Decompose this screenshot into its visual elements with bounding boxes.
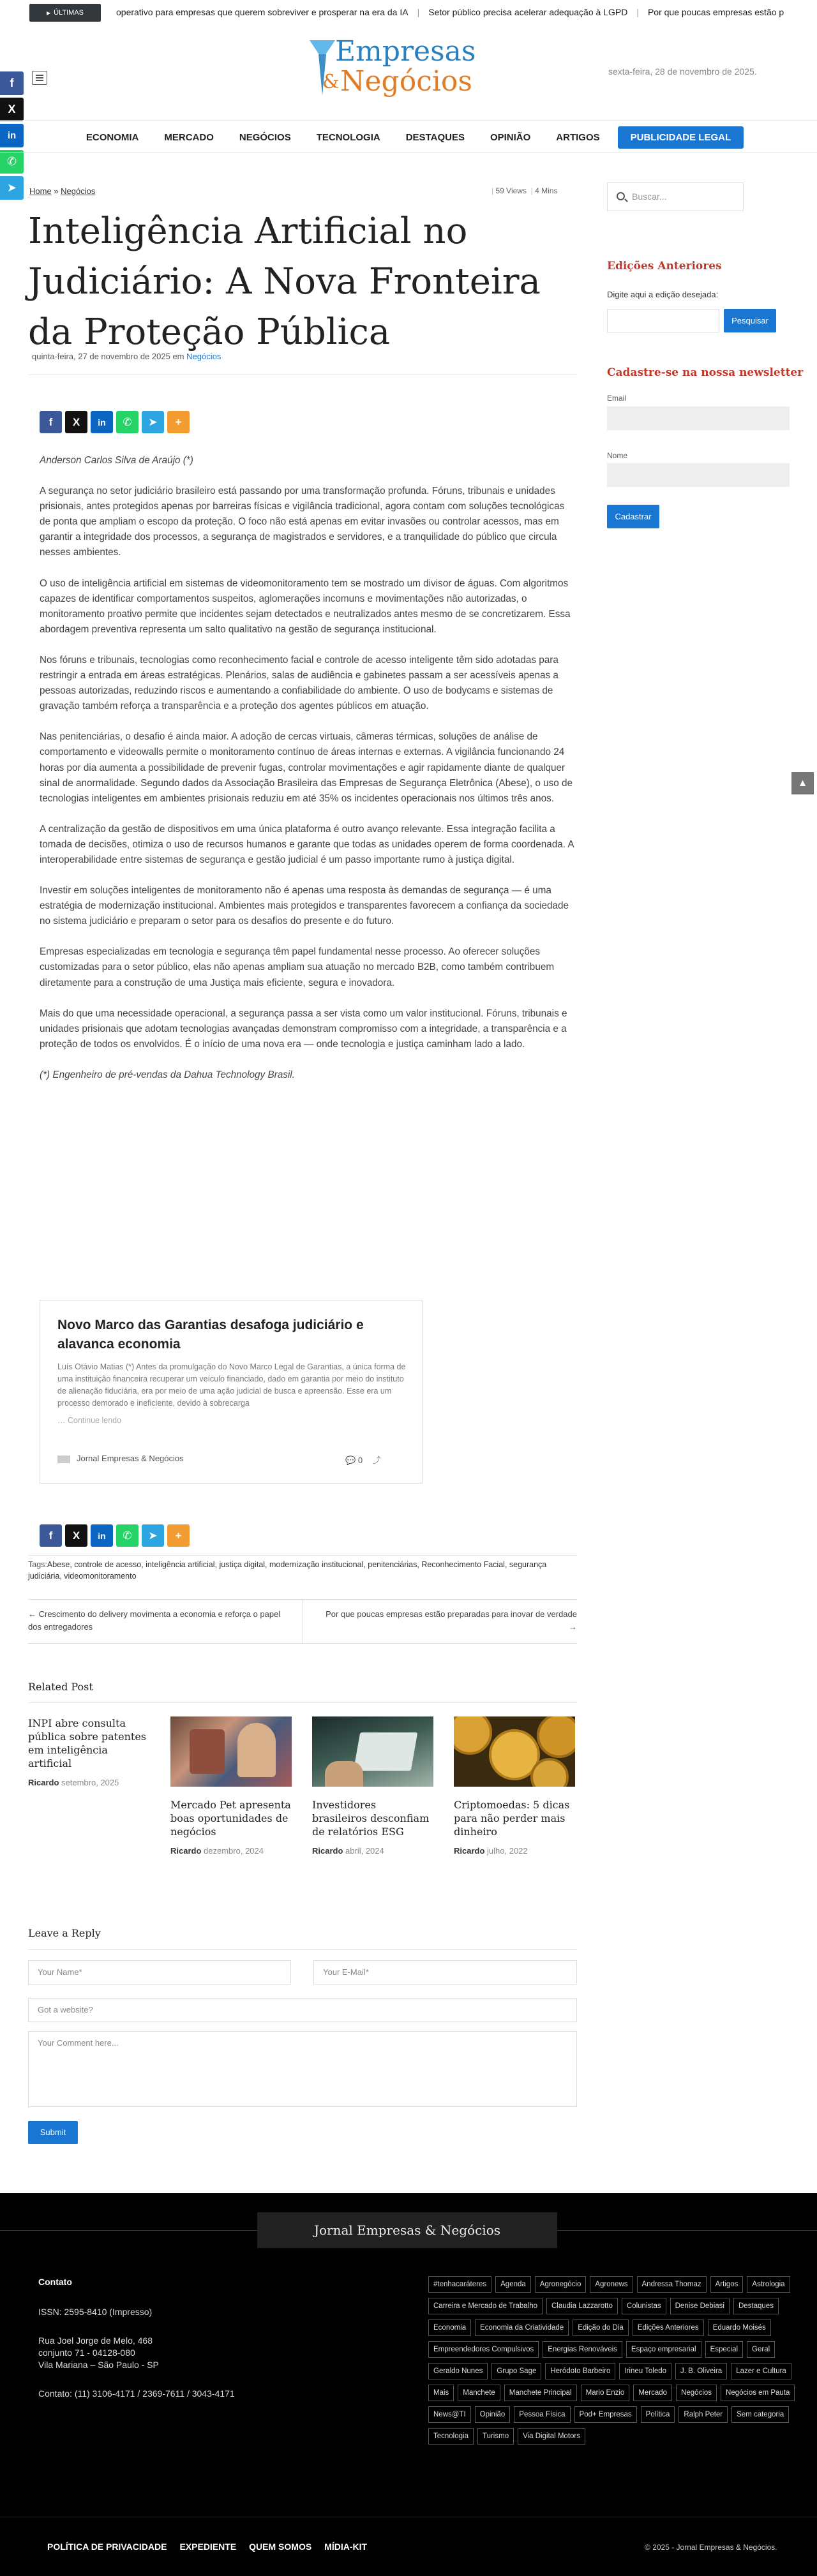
comment-icon[interactable]: 💬 xyxy=(345,1456,356,1465)
address-line: Vila Mariana – São Paulo - SP xyxy=(38,2360,159,2370)
breadcrumb-section[interactable]: Negócios xyxy=(61,186,96,196)
footer-tag[interactable]: Andressa Thomaz xyxy=(637,2276,707,2293)
scroll-to-top-icon[interactable]: ▲ xyxy=(791,772,814,794)
footer-tag[interactable]: Turismo xyxy=(477,2428,514,2445)
article-author: Anderson Carlos Silva de Araújo (*) xyxy=(40,455,193,466)
related-post[interactable] xyxy=(312,1716,433,1856)
related-post-title[interactable]: Investidores brasileiros desconfiam de relatórios ESG xyxy=(312,1799,430,1838)
article-category-link[interactable]: Negócios xyxy=(186,352,221,361)
footer-tag[interactable]: J. B. Oliveira xyxy=(675,2363,727,2379)
footer-tag[interactable]: Astrologia xyxy=(747,2276,790,2293)
related-post-author[interactable]: Ricardo xyxy=(454,1846,485,1856)
previous-post-link[interactable]: ← Crescimento do delivery movimenta a economia e reforça o papel dos entregadores xyxy=(28,1609,281,1632)
whatsapp-icon[interactable]: ✆ xyxy=(0,150,24,174)
footer-tag[interactable]: Colunistas xyxy=(622,2298,666,2314)
article-paragraph: Investir em soluções inteligentes de monitoramento não é apenas uma resposta às demandas de segurança — é uma estratégia de modernização institucional. Ambientes mais protegidos e transparentes favorecem a confiança da sociedade no sistema judiciário e preparam o setor para os desafios do presente e do futuro. xyxy=(40,885,569,927)
footer-tag[interactable]: Sem categoria xyxy=(731,2406,789,2423)
comment-textarea[interactable]: Your Comment here... xyxy=(28,2031,577,2107)
footer-tag[interactable]: Lazer e Cultura xyxy=(731,2363,791,2379)
article-paragraph: A segurança no setor judiciário brasileiro está passando por uma transformação profunda. Fóruns, tribunais e unidades prisionais, antes protegidos apenas por barreiras físicas e vigilância tradicional, agora contam com soluções tecnológicas de ponta que ampliam o escopo da proteção. O foco não está apenas em evitar invasões ou controlar acessos, mas em garantir a integridade dos processos, a segurança de magistrados e servidores, e a tranquilidade do público que circula nesses ambientes. xyxy=(40,486,565,558)
article-paragraph: O uso de inteligência artificial em sistemas de videomonitoramento tem se mostrado um divisor de águas. Com algoritmos capazes de identificar comportamentos suspeitos, aglomerações incomuns e movimentações não autorizadas, o monitoramento proativo permite que incidentes sejam detectados e neutralizados antes mesmo de se concretizarem. Essa abordagem preventiva representa um salto qualitativo na gestão de segurança institucional. xyxy=(40,577,571,635)
related-post-author[interactable]: Ricardo xyxy=(28,1778,59,1787)
footer-tag[interactable]: Grupo Sage xyxy=(491,2363,541,2379)
related-post-meta xyxy=(454,1846,575,1856)
footer-tag[interactable]: Agronegócio xyxy=(535,2276,587,2293)
divider xyxy=(28,1949,577,1950)
logo-line1: Empresas xyxy=(335,35,476,68)
embed-site xyxy=(57,1454,184,1463)
ticker-item[interactable]: Por que poucas empresas estão p xyxy=(647,7,784,17)
nav-item-destaques[interactable]: DESTAQUES xyxy=(405,131,465,143)
footer-tag[interactable]: Via Digital Motors xyxy=(518,2428,585,2445)
ticker-separator: | xyxy=(636,7,639,17)
newsletter-name-input[interactable] xyxy=(607,463,790,487)
ticker-badge-label: ÚLTIMAS xyxy=(54,9,84,17)
phone: Contato: (11) 3106-4171 / 2369-7611 / 3043-4171 xyxy=(38,2388,235,2399)
footer-tag[interactable]: Economia xyxy=(428,2319,471,2336)
more-icon[interactable]: + xyxy=(167,1524,190,1547)
footer-tag[interactable]: Pessoa Física xyxy=(514,2406,570,2423)
footer-tag[interactable]: Negócios xyxy=(676,2385,717,2401)
footer-tag[interactable]: Política xyxy=(641,2406,675,2423)
telegram-icon[interactable]: ➤ xyxy=(142,411,164,433)
footer-tag[interactable]: Agronews xyxy=(590,2276,633,2293)
article-tags xyxy=(28,1559,577,1582)
more-icon[interactable]: + xyxy=(167,411,190,433)
read-time: 4 Mins xyxy=(535,186,558,195)
footer-tag[interactable]: Manchete Principal xyxy=(504,2385,577,2401)
hamburger-menu-icon[interactable] xyxy=(32,71,47,85)
article-paragraph: A centralização da gestão de dispositivos em uma única plataforma é outro avanço relevante. Essa integração facilita a tomada de decisões, otimiza o uso de recursos humanos e garante que todas as unidades operem de forma coordenada. A interoperabilidade entre sistemas de segurança e gestão judicial é um passo importante rumo à justiça digital. xyxy=(40,823,574,865)
footer-tag[interactable]: Opinião xyxy=(475,2406,511,2423)
article-body xyxy=(40,453,574,1098)
footer-tag[interactable]: Mais xyxy=(428,2385,454,2401)
next-post-link[interactable]: Por que poucas empresas estão preparadas para inovar de verdade → xyxy=(326,1609,577,1632)
nav-item-tecnologia[interactable]: TECNOLOGIA xyxy=(316,131,380,143)
related-post-image[interactable] xyxy=(170,1716,292,1787)
newsletter-email-label: Email xyxy=(607,394,627,403)
site-favicon-icon xyxy=(57,1456,70,1463)
breadcrumb-home[interactable]: Home xyxy=(29,186,52,196)
name-field[interactable]: Your Name* xyxy=(28,1960,291,1984)
footer-tag[interactable]: Negócios em Pauta xyxy=(721,2385,795,2401)
footer-tag[interactable]: Artigos xyxy=(710,2276,744,2293)
footer-tag[interactable]: Eduardo Moisés xyxy=(708,2319,771,2336)
footer-title: Jornal Empresas & Negócios xyxy=(257,2212,557,2248)
editions-title: Edições Anteriores xyxy=(607,260,722,272)
related-post-image[interactable] xyxy=(312,1716,433,1787)
footer-tag[interactable]: #tenhacaráteres xyxy=(428,2276,491,2293)
article-byline xyxy=(32,352,221,361)
linkedin-icon[interactable]: in xyxy=(91,411,113,433)
footer-tag[interactable]: Mercado xyxy=(633,2385,672,2401)
footer-tag[interactable]: Geral xyxy=(747,2341,775,2358)
related-posts-title: Related Post xyxy=(28,1681,93,1693)
article-paragraph: Nos fóruns e tribunais, tecnologias como reconhecimento facial e controle de acesso inteligente têm sido adotadas para restringir a entrada em áreas estratégicas. Plenários, salas de audiência e gabinetes passam a ser acessíveis apenas a pessoas autorizadas, reduzindo riscos e aumentando a confiabilidade do ambiente. O uso de bodycams e sistemas de gravação também reforça a transparência e a proteção dos agentes públicos em atuação. xyxy=(40,654,558,712)
footer-tag[interactable]: Claudia Lazzarotto xyxy=(546,2298,618,2314)
embed-continue-link[interactable]: … Continue lendo xyxy=(57,1416,122,1425)
nav-item-negocios[interactable]: NEGÓCIOS xyxy=(239,131,291,143)
footer-tag[interactable]: Denise Debiasi xyxy=(670,2298,730,2314)
header-date: sexta-feira, 28 de novembro de 2025. xyxy=(608,66,757,77)
article-date: quinta-feira, 27 de novembro de 2025 xyxy=(32,352,170,361)
related-post-meta xyxy=(170,1846,292,1856)
ticker-item[interactable]: operativo para empresas que querem sobreviver e prosperar na era da IA xyxy=(116,7,408,17)
footer-tag[interactable]: Manchete xyxy=(458,2385,500,2401)
share-row-bottom xyxy=(40,1524,190,1547)
footer-link-quem-somos[interactable]: QUEM SOMOS xyxy=(249,2542,312,2552)
related-post-date: dezembro, 2024 xyxy=(204,1846,264,1856)
related-post-author[interactable]: Ricardo xyxy=(170,1846,202,1856)
telegram-icon[interactable]: ➤ xyxy=(142,1524,164,1547)
footer-tag[interactable]: Economia da Criatividade xyxy=(475,2319,569,2336)
facebook-icon[interactable]: f xyxy=(0,71,24,95)
footer-links xyxy=(47,2542,367,2552)
embed-title[interactable]: Novo Marco das Garantias desafoga judiciário e alavanca economia xyxy=(57,1318,364,1351)
linkedin-icon[interactable]: in xyxy=(0,124,24,147)
linkedin-icon[interactable]: in xyxy=(91,1524,113,1547)
nav-item-publicidade-legal[interactable]: PUBLICIDADE LEGAL xyxy=(618,126,744,149)
footer-link-privacy[interactable]: POLÍTICA DE PRIVACIDADE xyxy=(47,2542,167,2552)
email-field[interactable]: Your E-Mail* xyxy=(313,1960,577,1984)
related-post-title[interactable]: Criptomoedas: 5 dicas para não perder mais dinheiro xyxy=(454,1799,570,1838)
footer-tag[interactable]: Especial xyxy=(705,2341,743,2358)
x-icon[interactable]: X xyxy=(65,1524,87,1547)
footer-tag[interactable]: Destaques xyxy=(733,2298,779,2314)
whatsapp-icon[interactable]: ✆ xyxy=(116,411,139,433)
whatsapp-icon[interactable]: ✆ xyxy=(116,1524,139,1547)
newsletter-title: Cadastre-se na nossa newsletter xyxy=(607,366,804,379)
issn: ISSN: 2595-8410 (Impresso) xyxy=(38,2307,153,2317)
footer-tag[interactable]: Irineu Toledo xyxy=(619,2363,671,2379)
article-title: Inteligência Artificial no Judiciário: A Nova Fronteira da Proteção Pública xyxy=(28,211,541,353)
footer-tag[interactable]: Carreira e Mercado de Trabalho xyxy=(428,2298,543,2314)
in-label: em xyxy=(172,352,184,361)
logo-line2: Negócios xyxy=(340,65,472,98)
nav-item-economia[interactable]: ECONOMIA xyxy=(86,131,139,143)
breadcrumb xyxy=(29,186,95,196)
footer-tag[interactable]: Mario Enzio xyxy=(581,2385,630,2401)
facebook-icon[interactable]: f xyxy=(40,411,62,433)
related-post-date: abril, 2024 xyxy=(345,1846,384,1856)
footer-link-expediente[interactable]: EXPEDIENTE xyxy=(179,2542,237,2552)
footer-tag[interactable]: Empreendedores Compulsivos xyxy=(428,2341,539,2358)
related-post-title[interactable]: Mercado Pet apresenta boas oportunidades de negócios xyxy=(170,1799,291,1838)
share-icon[interactable]: ⤴ xyxy=(372,1456,381,1465)
footer-tag[interactable]: Edições Anteriores xyxy=(633,2319,704,2336)
editions-label: Digite aqui a edição desejada: xyxy=(607,290,719,299)
article-stats: | 59 Views | 4 Mins xyxy=(491,186,558,195)
related-post-date: julho, 2022 xyxy=(487,1846,528,1856)
footer-tag[interactable]: Edição do Dia xyxy=(573,2319,629,2336)
related-post-meta xyxy=(312,1846,433,1856)
post-navigation xyxy=(28,1599,577,1644)
nav-item-artigos[interactable]: ARTIGOS xyxy=(556,131,600,143)
play-icon: ▶ xyxy=(46,10,51,16)
related-post[interactable] xyxy=(28,1716,149,1787)
newsletter-email-input[interactable] xyxy=(607,406,790,430)
article-footnote: (*) Engenheiro de pré-vendas da Dahua Technology Brasil. xyxy=(40,1069,295,1080)
related-post[interactable] xyxy=(454,1716,575,1856)
nav-item-mercado[interactable]: MERCADO xyxy=(164,131,214,143)
editions-search-button[interactable]: Pesquisar xyxy=(724,309,776,332)
ticker-separator: | xyxy=(417,7,420,17)
search-placeholder: Buscar... xyxy=(632,191,667,202)
embed-comment-count: 0 xyxy=(357,1456,363,1465)
logo-ampersand: & xyxy=(322,71,340,93)
related-post[interactable] xyxy=(170,1716,292,1856)
footer-tag[interactable]: Agenda xyxy=(495,2276,531,2293)
tag-links[interactable]: Abese, controle de acesso, inteligência artificial, justiça digital, modernização institucional, penitenciárias, Reconhecimento Facial, segurança judiciária, videomonitoramento xyxy=(28,1560,547,1581)
footer-tag[interactable]: Geraldo Nunes xyxy=(428,2363,488,2379)
views-count: 59 Views xyxy=(495,186,527,195)
article-paragraph: Nas penitenciárias, o desafio é ainda maior. A adoção de cercas virtuais, câmeras térmicas, soluções de análise de comportamento e videowalls permite o monitoramento contínuo de áreas internas e externas. A vigilância funcionando 24 horas por dia aumenta a possibilidade de prevenir fugas, controlar movimentações e agir rapidamente diante de qualquer sinal de anormalidade. Segundo dados da Associação Brasileira das Empresas de Segurança Eletrônica (Abese), o uso de tecnologias inteligentes em ambientes prisionais reduziu em até 35% os incidentes operacionais nos últimos três anos. xyxy=(40,731,573,804)
article-paragraph: Mais do que uma necessidade operacional, a segurança passa a ser vista como um valor institucional. Fóruns, tribunais e unidades prisionais que adotam tecnologias avançadas demonstram compromisso com a integridade, a transparência e a proteção de todos os envolvidos. É o início de uma nova era — onde tecnologia e justiça caminham lado a lado. xyxy=(40,1008,567,1050)
embed-excerpt: Luís Otávio Matias (*) Antes da promulgação do Novo Marco Legal de Garantias, a única forma de uma instituição financeira recuperar um veículo financiado, dado em garantia por meio do instituto de alienação fiduciária, era por meio de uma ação judicial de busca e apreensão. Esse era um processo demorado e ineficiente, devido à sobrecarga xyxy=(57,1362,406,1408)
newsletter-name-label: Nome xyxy=(607,451,628,460)
address-line: Rua Joel Jorge de Melo, 468 xyxy=(38,2335,153,2346)
divider xyxy=(28,1702,577,1703)
related-post-image[interactable] xyxy=(454,1716,575,1787)
footer-tag[interactable]: Ralph Peter xyxy=(678,2406,728,2423)
related-post-date: setembro, 2025 xyxy=(61,1778,119,1787)
reply-title: Leave a Reply xyxy=(28,1927,101,1939)
nav-item-opiniao[interactable]: OPINIÃO xyxy=(490,131,531,143)
footer-contact xyxy=(38,2276,235,2416)
footer-tag[interactable]: Tecnologia xyxy=(428,2428,474,2445)
newsletter-submit-button[interactable]: Cadastrar xyxy=(607,505,659,528)
search-icon xyxy=(617,192,625,200)
related-post-meta xyxy=(28,1778,149,1787)
x-icon[interactable]: X xyxy=(65,411,87,433)
footer-tag[interactable]: Pod+ Empresas xyxy=(574,2406,637,2423)
submit-button[interactable]: Submit xyxy=(28,2121,78,2144)
address xyxy=(38,2335,235,2371)
footer-tag-cloud xyxy=(428,2276,811,2445)
ticker-badge xyxy=(29,4,101,22)
ticker-item[interactable]: Setor público precisa acelerar adequação à LGPD xyxy=(428,7,628,17)
embed-actions xyxy=(345,1454,381,1466)
site-logo[interactable] xyxy=(310,35,501,105)
copyright: © 2025 - Jornal Empresas & Negócios. xyxy=(645,2543,777,2552)
embedded-post-card[interactable] xyxy=(40,1300,423,1484)
news-ticker xyxy=(29,0,817,26)
main-navigation xyxy=(0,120,817,153)
embed-site-name: Jornal Empresas & Negócios xyxy=(77,1454,184,1463)
share-row-top xyxy=(40,411,190,433)
telegram-icon[interactable]: ➤ xyxy=(0,176,24,200)
tags-label: Tags: xyxy=(28,1560,47,1569)
edition-input[interactable] xyxy=(607,309,719,332)
divider xyxy=(28,1555,577,1556)
footer-tag[interactable]: News@TI xyxy=(428,2406,471,2423)
footer-link-midia-kit[interactable]: MÍDIA-KIT xyxy=(324,2542,368,2552)
website-field[interactable]: Got a website? xyxy=(28,1998,577,2022)
article-paragraph: Empresas especializadas em tecnologia e segurança têm papel fundamental nesse processo. Ao oferecer soluções customizadas para o setor público, elas não apenas ampliam sua atuação no mercado B2B, como também contribuem diretamente para a construção de uma Justiça mais eficiente, segura e inovadora. xyxy=(40,946,555,988)
footer-tag[interactable]: Energias Renováveis xyxy=(543,2341,622,2358)
footer-tag[interactable]: Espaço empresarial xyxy=(626,2341,701,2358)
breadcrumb-separator: » xyxy=(54,186,59,196)
related-post-author[interactable]: Ricardo xyxy=(312,1846,343,1856)
address-line: conjunto 71 - 04128-080 xyxy=(38,2348,135,2358)
facebook-icon[interactable]: f xyxy=(40,1524,62,1547)
related-post-title[interactable]: INPI abre consulta pública sobre patentes em inteligência artificial xyxy=(28,1717,146,1769)
x-icon[interactable]: X xyxy=(0,98,24,121)
ticker-items xyxy=(107,0,793,24)
sidebar-search-input[interactable] xyxy=(607,182,744,211)
contact-heading: Contato xyxy=(38,2277,72,2287)
footer-tag[interactable]: Heródoto Barbeiro xyxy=(545,2363,615,2379)
